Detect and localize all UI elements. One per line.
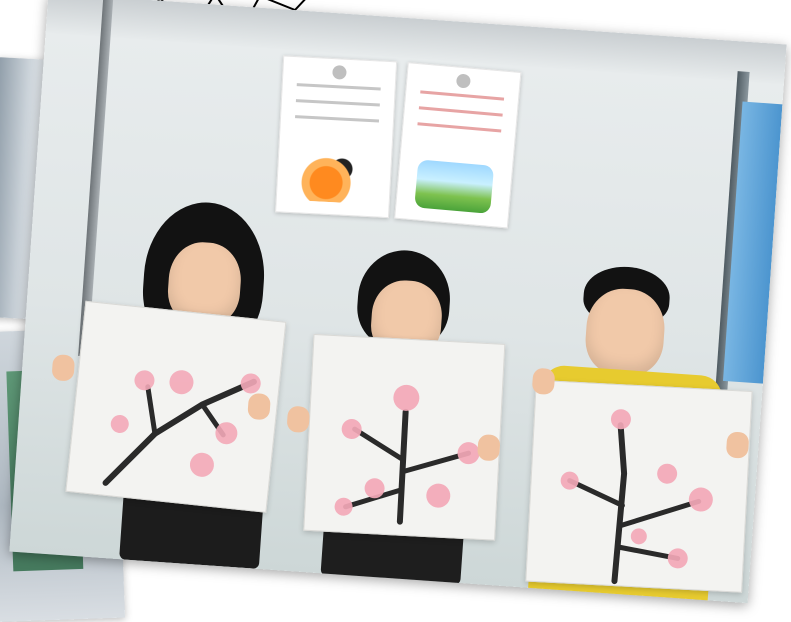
poster-right-scene-icon <box>414 159 494 213</box>
poster-right-text-lines <box>416 90 504 145</box>
poster-right <box>394 62 521 228</box>
poster-left <box>275 55 397 218</box>
poster-left-text-lines <box>294 83 380 135</box>
poster-left-panda-icon <box>295 152 373 204</box>
child-center-left-hand <box>286 406 310 433</box>
poster-right-badge-icon <box>456 73 471 88</box>
poster-left-badge-icon <box>332 65 347 80</box>
painting-2-art <box>304 335 504 540</box>
child-right-right-hand <box>726 431 750 458</box>
classroom-photo <box>9 0 786 603</box>
plum-blossom-painting-2 <box>303 334 505 541</box>
child-center-right-hand <box>477 434 501 461</box>
child-right-face <box>583 286 667 377</box>
child-left-left-hand <box>51 354 75 381</box>
child-right-left-hand <box>532 368 556 395</box>
plum-blossom-painting-3 <box>525 380 752 593</box>
child-left-right-hand <box>247 393 271 420</box>
painting-3-art <box>526 381 751 592</box>
